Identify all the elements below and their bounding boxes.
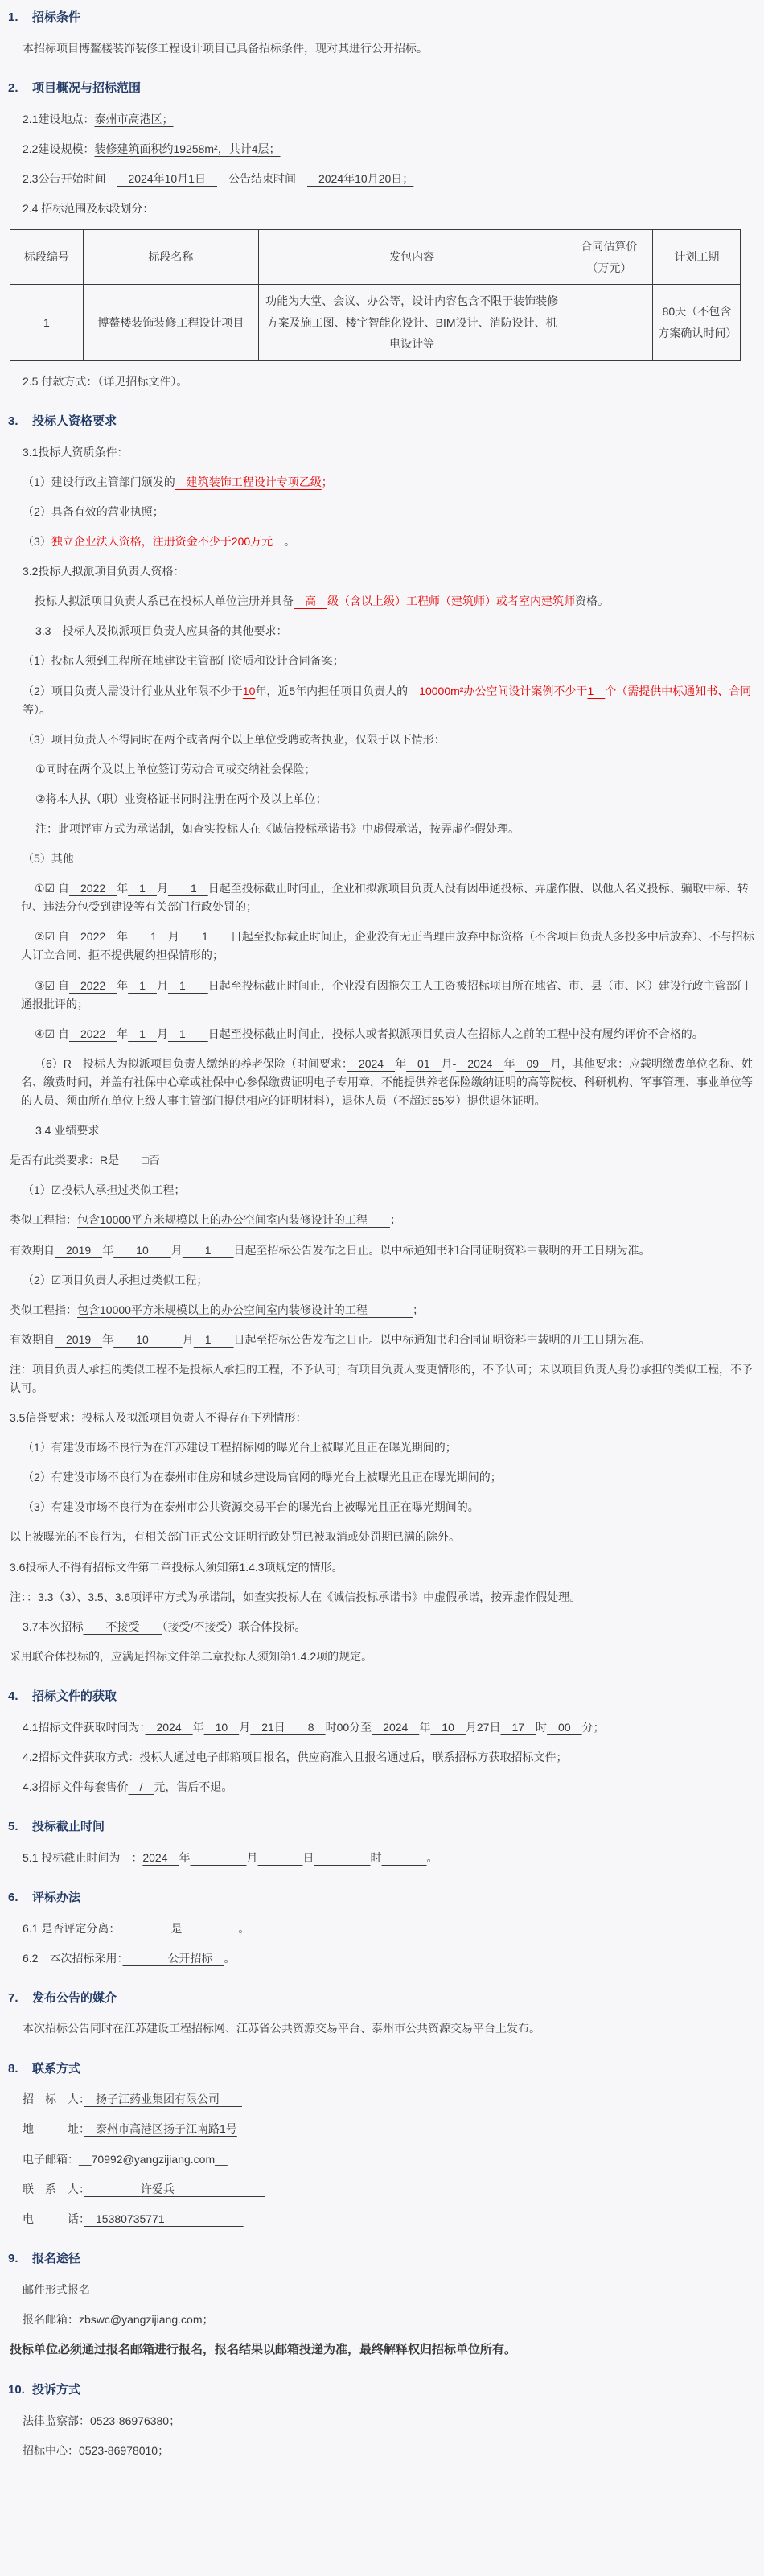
text-run: 1	[193, 1332, 234, 1346]
section-number: 1.	[8, 10, 18, 24]
text-run: 博鳌楼装饰装修工程设计项目	[79, 41, 225, 55]
text-run: 注：：3.3（3）、3.5、3.6项评审方式为承诺制，如查实投标人在《诚信投标承诺书》中虚假承诺，按弄虚作假处理。	[10, 1590, 581, 1603]
section-number: 6.	[8, 1890, 18, 1904]
text-run	[258, 1851, 303, 1864]
text-run: 年	[102, 1332, 114, 1346]
section-title: 投诉方式	[32, 2383, 81, 2397]
paragraph	[23, 372, 754, 391]
paragraph	[23, 1618, 754, 1636]
table-cell: 80天（不包含方案确认时间）	[653, 285, 741, 361]
text-run: 资格。	[575, 595, 609, 608]
section-heading	[8, 8, 754, 28]
text-run: 。	[273, 535, 296, 549]
section-number: 7.	[8, 1990, 18, 2005]
text-run: 1	[167, 882, 208, 895]
text-run: 2019	[55, 1332, 103, 1346]
text-run: （2）项目负责人需设计行业从业年限不少于	[23, 684, 243, 697]
text-run: ④☑ 自	[35, 1027, 69, 1040]
text-run: 招标中心：0523-86978010；	[23, 2444, 170, 2458]
text-run: 10	[430, 1720, 466, 1734]
text-run: 装修建筑面积约19258m²，共计4层；	[94, 142, 281, 155]
paragraph	[23, 2150, 754, 2169]
text-run: 年	[395, 1056, 407, 1070]
text-run: 1	[182, 1243, 234, 1257]
text-run: 高	[294, 595, 327, 608]
section-5	[8, 1817, 754, 1867]
table-row	[10, 285, 741, 361]
text-run: 是	[114, 1921, 239, 1935]
text-run: 4.2招标文件获取方式：投标人通过电子邮箱项目报名，供应商准入且报名通过后，联系招标方获取招标文件；	[23, 1750, 568, 1763]
text-run: 2024年10月1日	[117, 171, 217, 185]
section-8	[8, 2060, 754, 2228]
text-run: （2）具备有效的营业执照；	[23, 504, 164, 518]
text-run: 电 话：	[23, 2212, 84, 2225]
text-run	[382, 1851, 427, 1864]
paragraph	[23, 1718, 754, 1737]
paragraph	[10, 1241, 754, 1260]
paragraph	[10, 1528, 754, 1546]
text-run: 类似工程指：	[10, 1302, 77, 1316]
paragraph	[23, 140, 754, 158]
section-title: 发布公告的媒介	[32, 1990, 117, 2005]
text-run: （1）☑投标人承担过类似工程；	[23, 1183, 186, 1197]
text-run: /	[128, 1780, 154, 1793]
paragraph	[10, 2340, 754, 2360]
text-run: 电子邮箱：__70992@yangzijiang.com__	[23, 2152, 228, 2166]
text-run: 3.2投标人拟派项目负责人资格：	[23, 565, 185, 578]
paragraph	[21, 977, 754, 1014]
text-run: 分；	[581, 1720, 605, 1734]
paragraph	[35, 622, 754, 640]
text-run: 2019	[55, 1243, 103, 1257]
table-cell: 博鳌楼装饰装修工程设计项目	[83, 285, 258, 361]
section-heading	[8, 2060, 754, 2080]
text-run: 1	[128, 978, 157, 992]
paragraph	[23, 2090, 754, 2109]
text-run: 个	[605, 684, 617, 697]
text-run: 2024	[145, 1720, 193, 1734]
text-run: 月	[246, 1850, 258, 1864]
paragraph	[23, 39, 754, 58]
text-run: 公开招标	[122, 1951, 224, 1965]
paragraph	[10, 1151, 754, 1170]
text-run: 3.3 投标人及拟派项目负责人应具备的其他要求：	[35, 624, 288, 638]
text-run: （2）☑项目负责人承担过类似工程；	[23, 1273, 208, 1286]
section-title: 联系方式	[32, 2061, 81, 2076]
text-run: 年	[117, 882, 129, 895]
paragraph	[23, 1498, 754, 1516]
text-run: 10	[113, 1243, 171, 1257]
text-run: 时	[370, 1850, 382, 1864]
text-run: （需提供中标通知书、合同	[616, 684, 752, 697]
text-run: 日	[302, 1850, 314, 1864]
text-run: 5.1 投标截止时间为 ：	[23, 1850, 143, 1864]
paragraph	[23, 1181, 754, 1200]
paragraph	[23, 473, 754, 492]
text-run: （1）建设行政主管部门颁发的	[23, 475, 175, 488]
paragraph	[21, 1055, 754, 1110]
text-run	[191, 1851, 247, 1864]
paragraph	[21, 879, 754, 916]
text-run: 月	[156, 882, 168, 895]
text-run: 10000m²办公空间设计案例不少于	[419, 684, 588, 697]
paragraph	[35, 760, 754, 779]
section-heading	[8, 2249, 754, 2269]
text-run: ；	[412, 1302, 424, 1316]
text-run: 2.1建设地点：	[23, 112, 95, 126]
section-title: 评标办法	[32, 1890, 81, 1904]
text-run: 等）。	[23, 702, 51, 716]
text-run: 年	[192, 1720, 204, 1734]
section-title: 项目概况与招标范围	[32, 80, 142, 95]
section-title: 招标文件的获取	[32, 1689, 117, 1703]
text-run: 2024年10月20日；	[306, 171, 414, 185]
section-heading	[8, 1687, 754, 1707]
text-run: 10	[203, 1720, 240, 1734]
text-run: 17	[500, 1720, 536, 1734]
paragraph	[21, 928, 754, 965]
text-run: 2024	[347, 1056, 396, 1070]
text-run: 2024	[456, 1056, 504, 1070]
text-run: （1）有建设市场不良行为在江苏建设工程招标网的曝光台上被曝光且正在曝光期间的；	[23, 1441, 457, 1455]
table-header-row	[10, 229, 741, 284]
text-run: 年	[419, 1720, 431, 1734]
text-run: 类似工程指：	[10, 1213, 77, 1227]
section-number: 9.	[8, 2251, 18, 2265]
section-1	[8, 8, 754, 58]
paragraph	[23, 1271, 754, 1290]
section-heading	[8, 2381, 754, 2401]
text-run: 已具备招标条件，现对其进行公开招标。	[225, 41, 428, 55]
text-run: 。	[224, 1951, 236, 1965]
paragraph	[23, 2311, 754, 2329]
text-run: 注：此项评审方式为承诺制，如查实投标人在《诚信投标承诺书》中虚假承诺，按弄虚作假处理。	[35, 822, 520, 835]
section-2	[8, 79, 754, 391]
text-run: 2022	[69, 930, 117, 944]
table-cell: 1	[10, 285, 84, 361]
text-run: 月27日	[465, 1720, 501, 1734]
paragraph	[23, 170, 754, 188]
paragraph	[23, 2412, 754, 2430]
text-run: 月	[170, 1243, 183, 1257]
text-run: 联 系 人：	[23, 2182, 84, 2195]
text-run: （接受/不接受）联合体投标。	[162, 1619, 306, 1633]
text-run: 21日	[250, 1720, 285, 1734]
text-run: 元，售后不退。	[154, 1780, 233, 1793]
text-run: 4.3招标文件每套售价	[23, 1780, 129, 1793]
paragraph	[10, 1558, 754, 1577]
section-heading	[8, 1888, 754, 1908]
section-number: 3.	[8, 414, 18, 429]
text-run: 2024	[142, 1850, 179, 1864]
text-run: 地 址：	[23, 2122, 84, 2136]
text-run: 日起至招标公告发布之日止。以中标通知书和合同证明资料中载明的开工日期为准。	[233, 1243, 651, 1257]
text-run: 有效期自	[10, 1332, 55, 1346]
text-run: 本次招标公告同时在江苏建设工程招标网、江苏省公共资源交易平台、泰州市公共资源交易平台上发布。	[23, 2022, 540, 2035]
paragraph	[10, 1331, 754, 1349]
text-run: 2.2建设规模：	[23, 142, 95, 155]
paragraph	[23, 1468, 754, 1487]
text-run: 2022	[69, 978, 117, 992]
text-run: 年	[117, 1027, 129, 1040]
text-run: 2024	[372, 1720, 420, 1734]
text-run: 法律监察部：0523-86976380；	[23, 2414, 181, 2428]
section-heading	[8, 1817, 754, 1837]
section-number: 10.	[8, 2383, 25, 2397]
text-run: 3.7本次招标	[23, 1619, 84, 1633]
text-run: （2）有建设市场不良行为在泰州市住房和城乡建设局官网的曝光台上被曝光且正在曝光期间的；	[23, 1471, 502, 1484]
text-run: 独立企业法人资格，注册资金不少于200万元	[51, 535, 273, 549]
text-run: 投标单位必须通过报名邮箱进行报名，报名结果以邮箱投递为准，最终解释权归招标单位所有。	[10, 2342, 517, 2356]
section-heading	[8, 79, 754, 99]
text-run: 3.1投标人资质条件：	[23, 445, 129, 459]
table-header-cell: 发包内容	[258, 229, 565, 284]
paragraph	[23, 850, 754, 868]
paragraph	[23, 1920, 754, 1938]
text-run: 建筑装饰工程设计专项乙级	[175, 475, 322, 488]
bid-sections-table	[10, 229, 741, 361]
text-run: ②☑ 自	[35, 930, 69, 944]
text-run: 包含10000平方米规模以上的办公空间室内装修设计的工程	[77, 1213, 390, 1227]
text-run: ①同时在两个及以上单位签订劳动合同或交纳社会保险；	[35, 762, 316, 776]
text-run: 有效期自	[10, 1243, 55, 1257]
text-run: 级（含以上级）工程师（建筑师）或者室内建筑师	[327, 595, 575, 608]
text-run: 月	[239, 1720, 251, 1734]
paragraph	[10, 1588, 754, 1607]
text-run: 15380735771	[84, 2212, 244, 2225]
text-run: 1	[587, 684, 606, 697]
text-run: 是否有此类要求：R是 □否	[10, 1154, 160, 1167]
text-run: 2022	[69, 1027, 117, 1040]
section-heading	[8, 1989, 754, 2009]
text-run: 1	[128, 1027, 157, 1040]
text-run: （详见招标文件）	[97, 374, 177, 388]
text-run: 月，其他要求：应载明缴费单位名称、姓名、缴费时间，并盖有社保中心章或社保中心参保缴费证明电子专用章，不能提供养老保险缴纳证明的高等院校、科研机构、军事管理、事业单位等的人员、须由所在单位上级人事主管部门提供相应的证明材料），退休人员（不超过65岁）提供退休证明。	[21, 1056, 754, 1108]
paragraph	[10, 1360, 754, 1397]
text-run: 日起至招标公告发布之日止。以中标通知书和合同证明资料中载明的开工日期为准。	[233, 1332, 651, 1346]
text-run: 不接受	[83, 1619, 162, 1633]
text-run: 1	[128, 882, 157, 895]
text-run: 2.5 付款方式：	[23, 374, 98, 388]
text-run: （3）项目负责人不得同时在两个或者两个以上单位受聘或者执业，仅限于以下情形：	[23, 732, 446, 746]
paragraph	[35, 790, 754, 809]
text-run: 扬子江药业集团有限公司	[84, 2092, 242, 2106]
text-run: 月-	[441, 1056, 457, 1070]
text-run: 日起至投标截止时间止，企业和拟派项目负责人没有因串通投标、弄虚作假、以他人名义投标、骗取中标、转包、违法分包受到建设等有关部门行政处罚的；	[21, 882, 749, 914]
text-run: 日起至投标截止时间止，企业没有无正当理由放弃中标资格（不含项目负责人多投多中后放弃）、不与招标人订立合同、拒不提供履约担保情形的；	[21, 930, 754, 962]
table-header-cell: 标段名称	[83, 229, 258, 284]
text-run: 2022	[69, 882, 117, 895]
paragraph	[23, 2120, 754, 2138]
text-run: ③☑ 自	[35, 978, 69, 992]
table-body	[10, 285, 741, 361]
text-run: 。	[176, 374, 188, 388]
text-run: （3）有建设市场不良行为在泰州市公共资源交易平台的曝光台上被曝光且正在曝光期间的。	[23, 1500, 479, 1514]
section-heading	[8, 412, 754, 432]
text-run: 日起至投标截止时间止，投标人或者拟派项目负责人在招标人之前的工程中没有履约评价不合格的。	[207, 1027, 704, 1040]
text-run: 年	[117, 978, 129, 992]
text-run: ；	[389, 1213, 401, 1227]
paragraph	[23, 1778, 754, 1796]
text-run: 6.1 是否评定分离：	[23, 1921, 115, 1935]
text-run: 1	[167, 1027, 208, 1040]
section-9	[8, 2249, 754, 2360]
text-run: 2.3公告开始时间	[23, 171, 117, 185]
section-number: 8.	[8, 2061, 18, 2076]
text-run: 月	[182, 1332, 194, 1346]
paragraph	[21, 1025, 754, 1043]
paragraph	[35, 820, 754, 838]
text-run: 月	[156, 978, 168, 992]
paragraph	[23, 652, 754, 670]
text-run: 年	[102, 1243, 114, 1257]
text-run: 年	[117, 930, 129, 944]
paragraph	[23, 533, 754, 551]
text-run: （6）R 投标人为拟派项目负责人缴纳的养老保险（时间要求：	[35, 1056, 347, 1070]
text-run: 月	[156, 1027, 168, 1040]
text-run: 1	[179, 930, 231, 944]
text-run: 月	[167, 930, 179, 944]
paragraph	[10, 1211, 754, 1229]
text-run: 时	[536, 1720, 548, 1734]
text-run: 泰州市高港区；	[94, 112, 174, 126]
paragraph	[23, 1849, 754, 1867]
text-run: 年	[503, 1056, 515, 1070]
text-run: 1	[167, 978, 208, 992]
text-run: （1）投标人须到工程所在地建设主管部门资质和设计合同备案；	[23, 654, 344, 668]
text-run: ；	[321, 475, 333, 488]
paragraph	[10, 1301, 754, 1319]
section-title: 报名途径	[32, 2251, 81, 2265]
text-run: 8	[285, 1720, 326, 1734]
text-run: 公告结束时间	[216, 171, 307, 185]
table-cell: 功能为大堂、会议、办公等，设计内容包含不限于装饰装修方案及施工图、楼宇智能化设计、BIM设计、消防设计、机电设计等	[258, 285, 565, 361]
text-run: 邮件形式报名	[23, 2282, 90, 2296]
text-run: 泰州市高港区扬子江南路1号	[84, 2122, 237, 2136]
section-4	[8, 1687, 754, 1796]
paragraph	[23, 2210, 754, 2228]
table-header-cell: 合同估算价（万元）	[565, 229, 653, 284]
table-header-cell: 计划工期	[653, 229, 741, 284]
text-run: （3）	[23, 535, 51, 549]
text-run: 年	[179, 1850, 191, 1864]
paragraph	[23, 2180, 754, 2199]
section-7	[8, 1989, 754, 2039]
paragraph	[23, 2442, 754, 2460]
text-run: 包含10000平方米规模以上的办公空间室内装修设计的工程	[77, 1302, 413, 1316]
text-run	[314, 1851, 371, 1864]
text-run: 许爱兵	[84, 2182, 265, 2195]
text-run: ②将本人执（职）业资格证书同时注册在两个及以上单位；	[35, 792, 327, 805]
paragraph	[23, 200, 754, 218]
text-run: 1	[128, 930, 168, 944]
paragraph	[10, 1409, 754, 1427]
section-3	[8, 412, 754, 1666]
section-title: 投标人资格要求	[32, 414, 117, 429]
text-run: 3.5信誉要求：投标人及拟派项目负责人不得存在下列情形：	[10, 1411, 307, 1425]
text-run: 09	[515, 1056, 551, 1070]
text-run: 注：项目负责人承担的类似工程不是投标人承担的工程，不予认可；有项目负责人变更情形的，不予认可；未以项目负责人身份承担的类似工程，不予认可。	[10, 1362, 753, 1394]
text-run: 10	[242, 684, 256, 697]
section-6	[8, 1888, 754, 1968]
section-number: 2.	[8, 80, 18, 95]
paragraph	[23, 1748, 754, 1767]
paragraph	[23, 503, 754, 521]
section-title: 投标截止时间	[32, 1819, 105, 1833]
text-run: 3.4 业绩要求	[35, 1124, 100, 1138]
section-title: 招标条件	[32, 10, 81, 24]
text-run: 报名邮箱：zbswc@yangzijiang.com；	[23, 2312, 214, 2326]
section-10	[8, 2381, 754, 2460]
text-run: （5）其他	[23, 852, 74, 866]
table-header-cell: 标段编号	[10, 229, 84, 284]
text-run: 4.1招标文件获取时间为：	[23, 1720, 146, 1734]
paragraph	[35, 1121, 754, 1140]
paragraph	[23, 682, 754, 719]
section-number: 5.	[8, 1819, 18, 1833]
paragraph	[23, 1438, 754, 1457]
text-run: 10	[113, 1332, 183, 1346]
paragraph	[23, 2281, 754, 2299]
text-run: 。	[238, 1921, 250, 1935]
paragraph	[23, 443, 754, 462]
section-number: 4.	[8, 1689, 18, 1703]
text-run: 。	[426, 1850, 438, 1864]
text-run: 投标人拟派项目负责人系已在投标人单位注册并具备	[35, 595, 294, 608]
text-run: 采用联合体投标的，应满足招标文件第二章投标人须知第1.4.2项的规定。	[10, 1649, 373, 1663]
text-run: 以上被曝光的不良行为，有相关部门正式公文证明行政处罚已被取消或处罚期已满的除外。	[10, 1530, 460, 1544]
paragraph	[21, 592, 754, 611]
text-run: 01	[406, 1056, 442, 1070]
text-run: 年，近5年内担任项目负责人的	[255, 684, 420, 697]
text-run: 招 标 人：	[23, 2092, 84, 2106]
text-run: 本招标项目	[23, 41, 79, 55]
paragraph	[23, 2019, 754, 2038]
paragraph	[23, 110, 754, 129]
paragraph	[23, 1949, 754, 1968]
text-run: ①☑ 自	[35, 882, 69, 895]
text-run: 6.2 本次招标采用：	[23, 1951, 123, 1965]
paragraph	[10, 1648, 754, 1666]
table-header-row-group	[10, 229, 741, 284]
text-run: 00	[547, 1720, 582, 1734]
table-cell	[565, 285, 653, 361]
paragraph	[23, 562, 754, 581]
text-run: 2.4 招标范围及标段划分：	[23, 201, 154, 215]
paragraph	[23, 730, 754, 749]
text-run: 日起至投标截止时间止，企业没有因拖欠工人工资被招标项目所在地省、市、县（市、区）建设行政主管部门通报批评的；	[21, 978, 749, 1010]
text-run: 时00分至	[325, 1720, 372, 1734]
text-run: 3.6投标人不得有招标文件第二章投标人须知第1.4.3项规定的情形。	[10, 1560, 343, 1574]
